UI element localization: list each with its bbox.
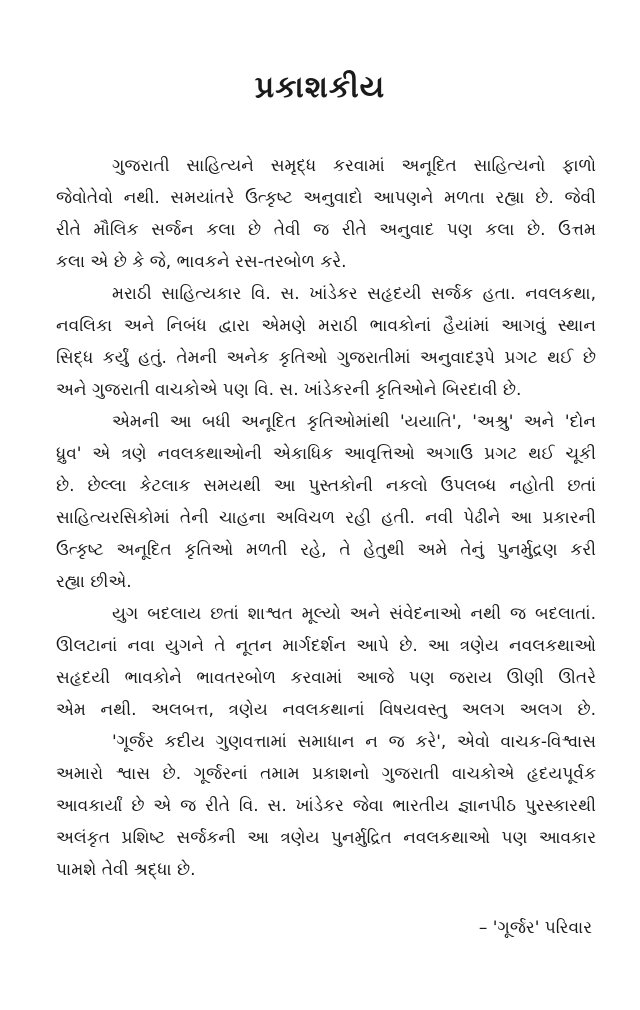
text-line: 'ગૂર્જર કદીય ગુણવત્તામાં સમાધાન ન જ કરે', એવો વાચક-વિશ્વાસ xyxy=(112,732,596,752)
text-line: કલા એ છે કે જે, ભાવકને રસ-તરબોળ કરે. xyxy=(56,252,347,272)
text-line: યુગ બદલાય છતાં શાશ્વત મૂલ્યો અને સંવેદનાઓ નથી જ બદલાતાં. xyxy=(112,604,596,624)
body-text xyxy=(56,150,596,886)
text-line: ધ્રુવ' એ ત્રણે નવલકથાઓની એકાધિક આવૃત્તિઓ અગાઉ પ્રગટ થઈ ચૂકી xyxy=(56,444,596,464)
text-line: નવલિકા અને નિબંધ દ્વારા એમણે મરાઠી ભાવકોનાં હૈયાંમાં આગવું સ્થાન xyxy=(56,316,596,336)
text-line: ઊલટાનાં નવા યુગને તે નૂતન માર્ગદર્શન આપે છે. આ ત્રણેય નવલકથાઓ xyxy=(56,636,596,656)
text-line: સિદ્ધ કર્યું હતું. તેમની અનેક કૃતિઓ ગુજરાતીમાં અનુવાદરૂપે પ્રગટ થઈ છે xyxy=(56,348,596,368)
page-title: પ્રકાશકીય xyxy=(254,70,386,105)
text-line: અલંકૃત પ્રશિષ્ટ સર્જકની આ ત્રણેય પુનર્મુદ્રિત નવલકથાઓ પણ આવકાર xyxy=(56,828,596,848)
text-line: જેવોતેવો નથી. સમયાંતરે ઉત્કૃષ્ટ અનુવાદો આપણને મળતા રહ્યા છે. જેવી xyxy=(56,188,596,208)
text-line: સાહિત્યરસિકોમાં તેની ચાહના અવિચળ રહી હતી. નવી પેઢીને આ પ્રકારની xyxy=(56,508,596,528)
text-line: આવકાર્યાં છે એ જ રીતે વિ. સ. ખાંડેકર જેવા ભારતીય જ્ઞાનપીઠ પુરસ્કારથી xyxy=(56,796,596,816)
text-line: સહૃદયી ભાવકોને ભાવતરબોળ કરવામાં આજે પણ જરાય ઊણી ઊતરે xyxy=(56,668,596,688)
text-line: રહ્યા છીએ. xyxy=(56,572,132,592)
text-line: અને ગુજરાતી વાચકોએ પણ વિ. સ. ખાંડેકરની કૃતિઓને બિરદાવી છે. xyxy=(56,380,522,400)
text-line: રીતે મૌલિક સર્જન કલા છે તેવી જ રીતે અનુવાદ પણ કલા છે. ઉત્તમ xyxy=(56,220,596,240)
text-line: મરાઠી સાહિત્યકાર વિ. સ. ખાંડેકર સહૃદયી સર્જક હતા. નવલકથા, xyxy=(112,284,596,304)
text-line: છે. છેલ્લા કેટલાક સમયથી આ પુસ્તકોની નકલો ઉપલબ્ધ નહોતી છતાં xyxy=(56,476,596,496)
text-line: એમની આ બધી અનૂદિત કૃતિઓમાંથી 'યયાતિ', 'અશ્રુ' અને 'દોન xyxy=(112,412,596,432)
signature: – 'ગૂર્જર' પરિવાર xyxy=(478,918,592,938)
text-line: પામશે તેવી શ્રદ્ધા છે. xyxy=(56,860,196,880)
text-line: ઉત્કૃષ્ટ અનૂદિત કૃતિઓ મળતી રહે, તે હેતુથી અમે તેનું પુનર્મુદ્રણ કરી xyxy=(56,540,596,560)
text-line: અમારો શ્વાસ છે. ગૂર્જરનાં તમામ પ્રકાશનો ગુજરાતી વાચકોએ હૃદયપૂર્વક xyxy=(56,764,596,784)
text-line: ગુજરાતી સાહિત્યને સમૃદ્ધ કરવામાં અનૂદિત સાહિત્યનો ફાળો xyxy=(112,156,596,176)
text-line: એમ નથી. અલબત્ત, ત્રણેય નવલકથાનાં વિષયવસ્તુ અલગ અલગ છે. xyxy=(56,700,596,720)
